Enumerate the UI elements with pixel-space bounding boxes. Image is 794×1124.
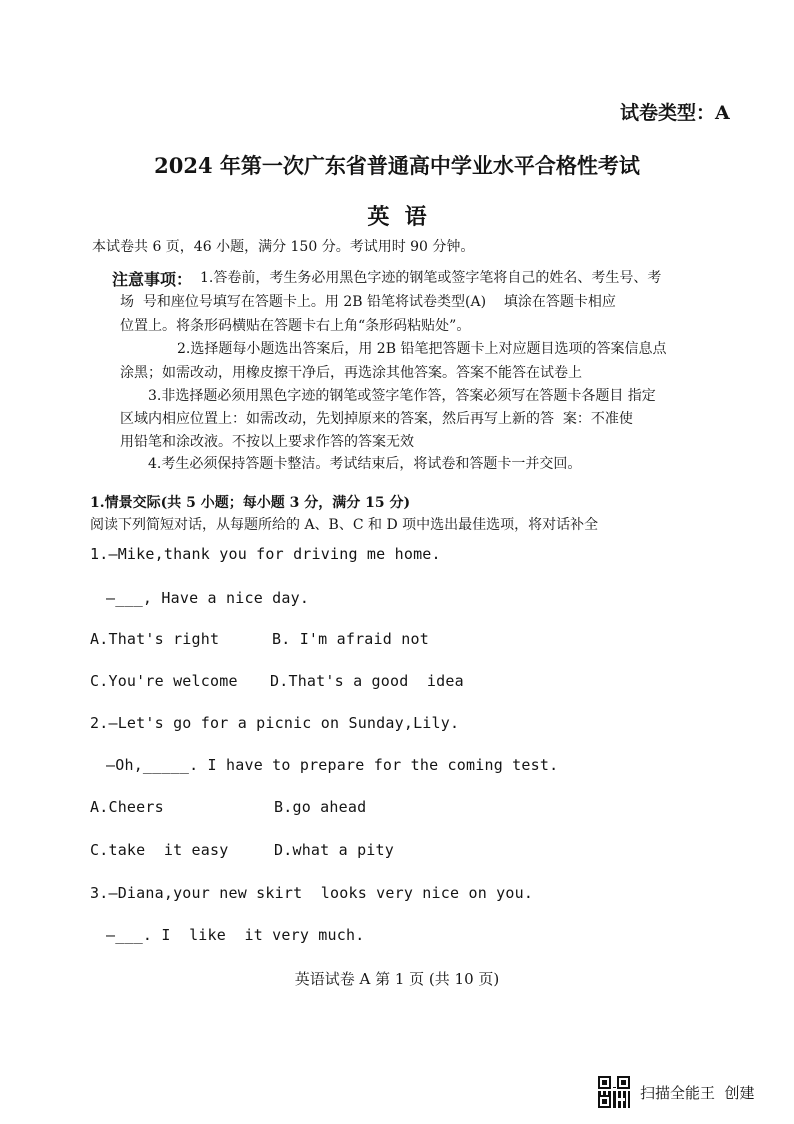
notice-item-1-line-1: 1.答卷前，考生务必用黑色字迹的钢笔或签字笔将自己的姓名、考生号、考 [200, 270, 662, 286]
notice-item-2-line-1: 2.选择题每小题选出答案后，用 2B 铅笔把答题卡上对应题目选项的答案信息点 [177, 341, 667, 357]
question-3-prompt: 3.—Diana,your new skirt looks very nice on you. [90, 884, 534, 902]
notice-item-1-line-3: 位置上。将条形码横贴在答题卡右上角“条形码粘贴处”。 [120, 318, 471, 334]
notice-item-4-line-1: 4.考生必须保持答题卡整洁。考试结束后，将试卷和答题卡一并交回。 [148, 456, 582, 472]
section-title: 1.情景交际(共 5 小题；每小题 3 分，满分 15 分) [90, 495, 411, 511]
notice-item-3-line-2: 区域内相应位置上：如需改动，先划掉原来的答案，然后再写上新的答 案：不准使 [120, 411, 633, 427]
question-2-prompt: 2.—Let's go for a picnic on Sunday,Lily. [90, 714, 460, 732]
question-1-prompt: 1.—Mike,thank you for driving me home. [90, 545, 441, 563]
question-1-option-d: D.That's a good idea [270, 672, 464, 690]
exam-title: 2024 年第一次广东省普通高中学业水平合格性考试 [154, 153, 640, 178]
notice-item-2-line-2: 涂黑；如需改动，用橡皮擦干净后，再选涂其他答案。答案不能答在试卷上 [120, 365, 582, 381]
question-1-reply: —___, Have a nice day. [106, 589, 310, 607]
question-2-option-a: A.Cheers [90, 798, 164, 816]
scanner-watermark: 扫描全能王 创建 [640, 1084, 755, 1102]
notice-item-3-line-3: 用铅笔和涂改液。不按以上要求作答的答案无效 [120, 434, 414, 450]
notice-label: 注意事项： [112, 270, 193, 289]
question-1-option-c: C.You're welcome [90, 672, 238, 690]
question-2-option-b: B.go ahead [274, 798, 367, 816]
page-footer: 英语试卷 A 第 1 页 (共 10 页) [294, 970, 500, 988]
question-2-reply: —Oh,_____. I have to prepare for the coming test. [106, 756, 559, 774]
qr-code-icon [598, 1076, 630, 1108]
exam-summary: 本试卷共 6 页，46 小题，满分 150 分。考试用时 90 分钟。 [92, 239, 475, 255]
question-1-option-b: B. I'm afraid not [272, 630, 429, 648]
notice-item-1-line-2: 场 号和座位号填写在答题卡上。用 2B 铅笔将试卷类型(A) 填涂在答题卡相应 [120, 294, 616, 310]
paper-type: 试卷类型：A [620, 102, 730, 124]
question-2-option-c: C.take it easy [90, 841, 229, 859]
question-3-reply: —___. I like it very much. [106, 926, 365, 944]
question-2-option-d: D.what a pity [274, 841, 394, 859]
subject-title: 英 语 [367, 204, 427, 230]
notice-item-3-line-1: 3.非选择题必须用黑色字迹的钢笔或签字笔作答，答案必须写在答题卡各题目 指定 [148, 388, 656, 404]
section-instruction: 阅读下列简短对话，从每题所给的 A、B、C 和 D 项中选出最佳选项，将对话补全 [90, 517, 599, 533]
question-1-option-a: A.That's right [90, 630, 220, 648]
